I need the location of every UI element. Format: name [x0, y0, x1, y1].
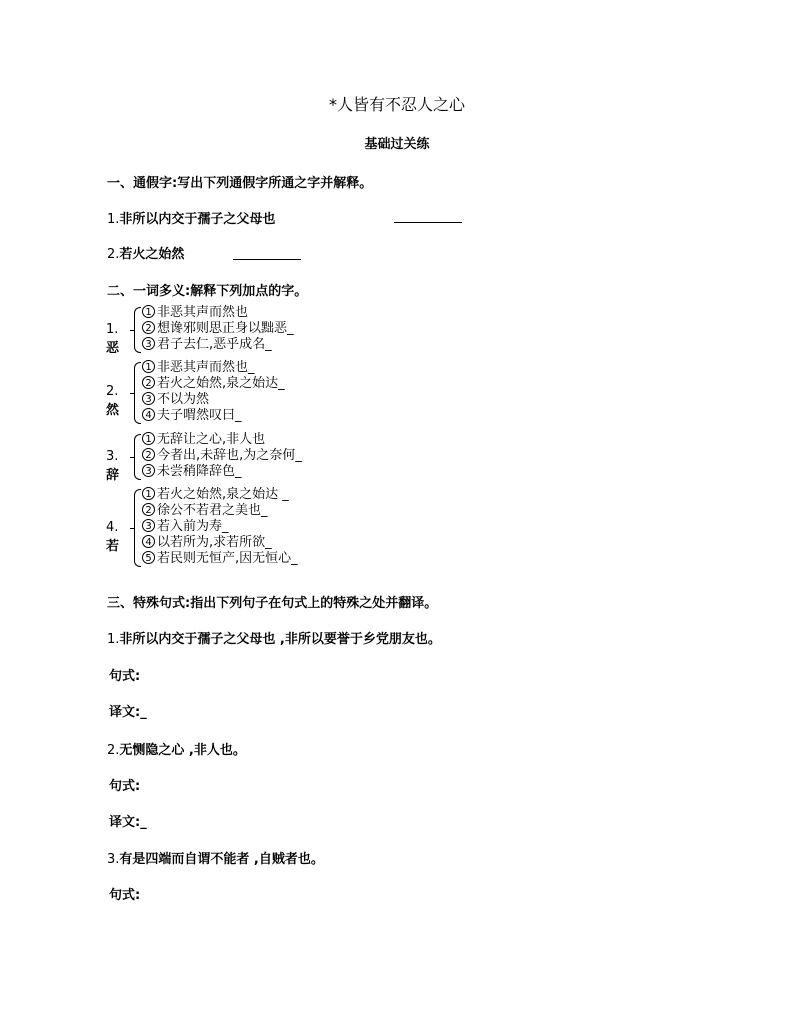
- question-1-1: [107, 208, 275, 227]
- question-3-2: [107, 739, 246, 758]
- list-item: 4 夫子喟然叹曰_: [142, 408, 242, 423]
- list-item: 3 不以为然: [142, 392, 209, 407]
- question-number: 1.: [107, 212, 120, 227]
- question-text: 非所以内交于孺子之父母也 ,非所以要誉于乡党朋友也。: [119, 632, 441, 647]
- question-3-3: [107, 848, 324, 867]
- brace-icon: [134, 434, 141, 480]
- sentence-pattern-label: 句式:: [109, 669, 141, 684]
- question-number: 3.: [107, 852, 120, 867]
- list-item: 1 无辞让之心,非人也: [142, 432, 265, 447]
- question-number: 1.: [107, 632, 120, 647]
- group-label: 2.然: [106, 384, 120, 418]
- list-item: 5 若民则无恒产,因无恒心_: [142, 551, 298, 566]
- list-item: 2 想谗邪则思正身以黜恶_: [142, 321, 294, 336]
- list-item: 2 若火之始然,泉之始达_: [142, 376, 285, 391]
- brace-icon: [134, 489, 141, 567]
- section-heading-tongjiazi: 一、通假字:写出下列通假字所通之字并解释。: [107, 176, 373, 191]
- translation-label: 译文:_: [109, 815, 147, 830]
- section-heading-teshujushi: 三、特殊句式:指出下列句子在句式上的特殊之处并翻译。: [107, 596, 438, 611]
- sentence-pattern-label: 句式:: [109, 779, 141, 794]
- sentence-pattern-label: 句式:: [109, 888, 141, 903]
- brace-icon: [134, 307, 141, 353]
- group-label: 3.辞: [106, 449, 120, 483]
- list-item: 1 非恶其声而然也: [142, 305, 248, 320]
- page-subtitle: 基础过关练: [364, 137, 430, 152]
- list-item: 2 徐公不若君之美也_: [142, 503, 268, 518]
- question-3-1: [107, 628, 441, 647]
- page-title: *人皆有不忍人之心: [328, 95, 465, 114]
- question-1-2: [107, 243, 184, 262]
- list-item: 1 非恶其声而然也_: [142, 360, 255, 375]
- group-label: 4.若: [106, 520, 120, 554]
- list-item: 1 若火之始然,泉之始达 _: [142, 487, 289, 502]
- list-item: 4 以若所为,求若所欲_: [142, 535, 272, 550]
- list-item: 2 今者出,未辞也,为之奈何_: [142, 448, 302, 463]
- list-item: 3 未尝稍降辞色_: [142, 464, 242, 479]
- question-text: 若火之始然: [119, 247, 185, 262]
- list-item: 3 若入前为寿_: [142, 519, 229, 534]
- answer-blank[interactable]: [233, 245, 301, 260]
- question-number: 2.: [107, 743, 120, 758]
- translation-label: 译文:_: [109, 705, 147, 720]
- section-heading-yiciduoyi: 二、一词多义:解释下列加点的字。: [107, 284, 308, 299]
- question-text: 有是四端而自谓不能者 ,自贼者也。: [119, 852, 324, 867]
- question-text: 无恻隐之心 ,非人也。: [119, 743, 246, 758]
- question-text: 非所以内交于孺子之父母也: [119, 212, 276, 227]
- brace-icon: [134, 362, 141, 424]
- question-number: 2.: [107, 247, 120, 262]
- group-label: 1.恶: [106, 322, 120, 356]
- answer-blank[interactable]: [394, 208, 462, 223]
- list-item: 3 君子去仁,恶乎成名_: [142, 337, 272, 352]
